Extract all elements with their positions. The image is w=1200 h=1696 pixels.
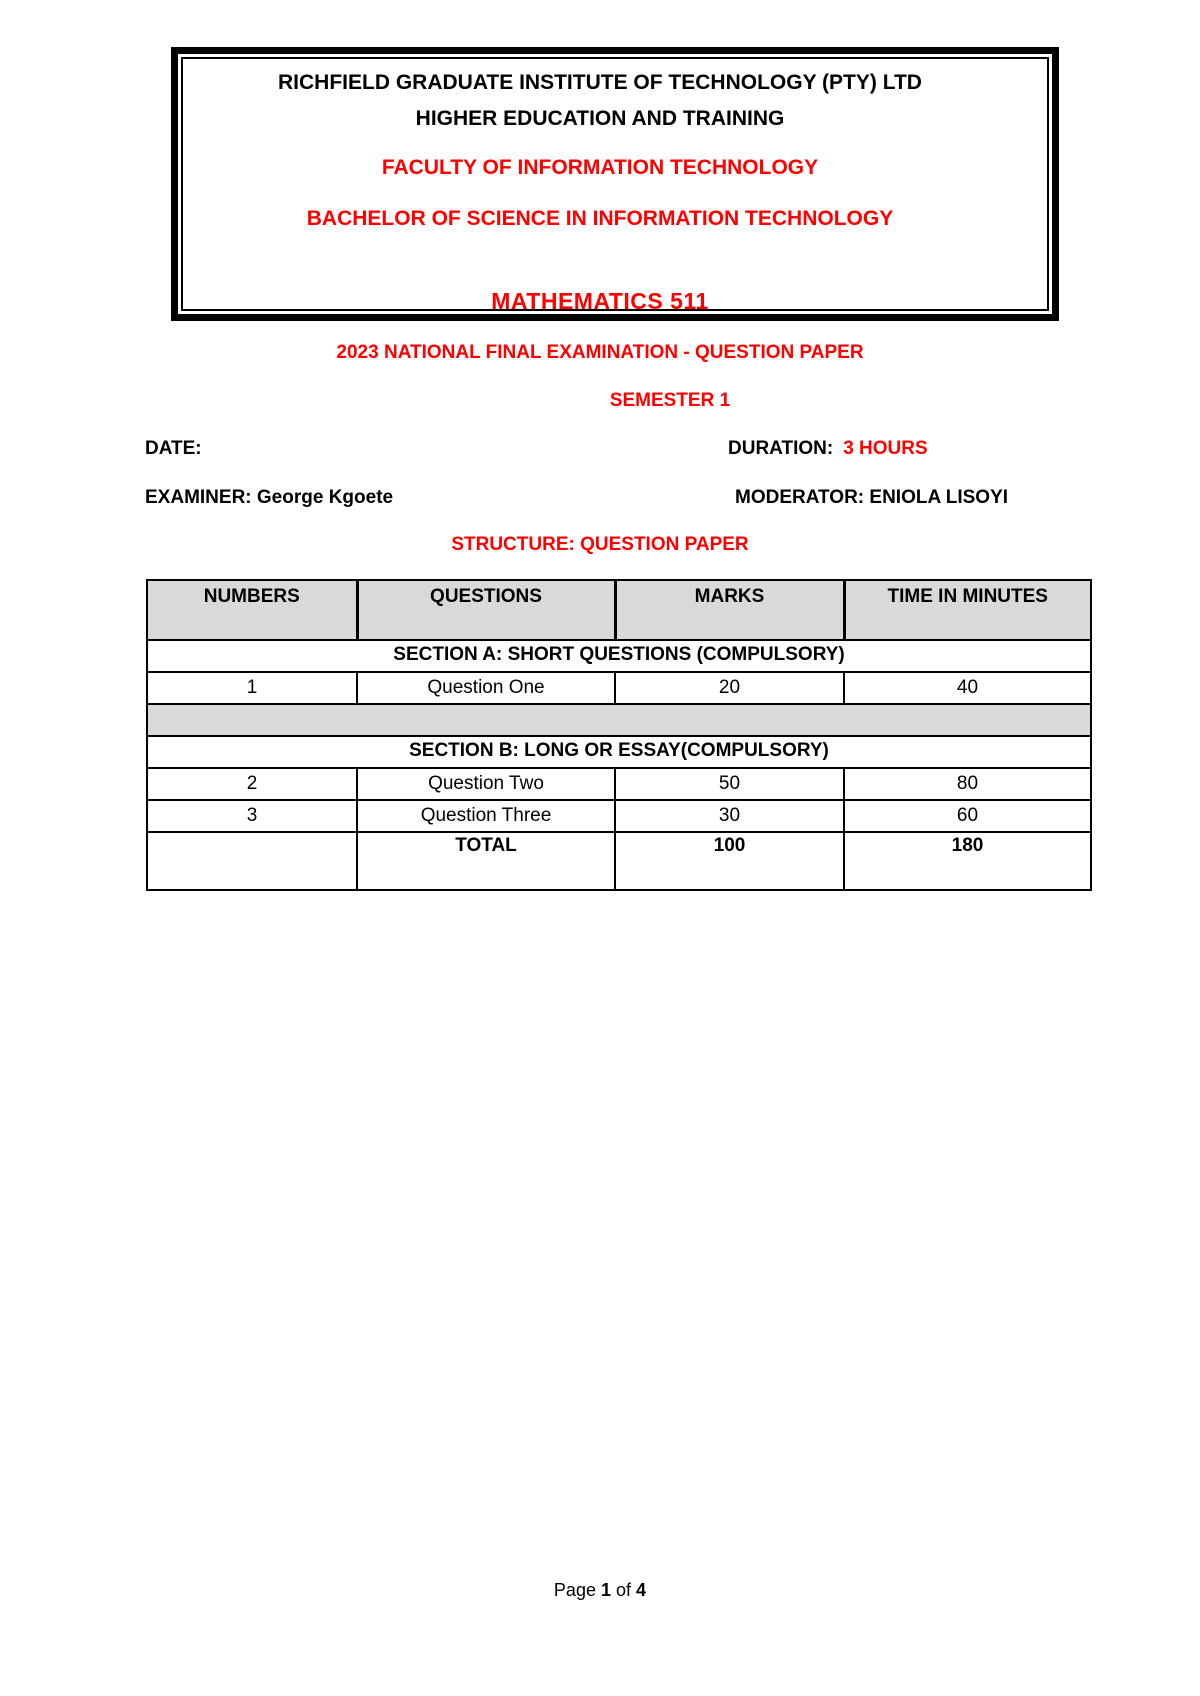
cell-time: 60 [844,800,1091,832]
cell-question: Question One [357,672,615,704]
spacer-cell [147,704,1091,736]
exam-title: 2023 NATIONAL FINAL EXAMINATION - QUESTION PAPER [336,342,864,363]
division-name: HIGHER EDUCATION AND TRAINING [415,107,785,130]
cell-total-empty [147,832,357,890]
cell-total-marks: 100 [615,832,844,890]
table-row [147,672,1091,704]
header-cell-marks: MARKS [615,580,844,640]
page-total: 4 [636,1580,647,1600]
structure-heading: STRUCTURE: QUESTION PAPER [451,534,749,555]
duration [728,437,928,461]
header-cell-time: TIME IN MINUTES [844,580,1091,640]
cell-total-label: TOTAL [357,832,615,890]
faculty-name: FACULTY OF INFORMATION TECHNOLOGY [381,156,819,179]
semester: SEMESTER 1 [609,390,731,411]
cell-marks: 50 [615,768,844,800]
spacer-row [147,704,1091,736]
cell-question: Question Two [357,768,615,800]
page-word: Page [553,1580,596,1600]
module-name: MATHEMATICS 511 [491,288,709,314]
page-current: 1 [600,1580,611,1600]
table-header-row [147,580,1091,640]
cell-time: 80 [844,768,1091,800]
of-word: of [616,1580,632,1600]
cell-marks: 20 [615,672,844,704]
header-cell-numbers: NUMBERS [147,580,357,640]
programme-name: BACHELOR OF SCIENCE IN INFORMATION TECHNOLOGY [306,207,894,230]
section-b-row [147,736,1091,768]
structure-table [146,579,1092,891]
table-row [147,768,1091,800]
examiner: EXAMINER: George Kgoete [145,487,394,508]
institution-name: RICHFIELD GRADUATE INSTITUTE OF TECHNOLOGY (PTY) LTD [278,71,922,94]
table-row [147,800,1091,832]
moderator: MODERATOR: ENIOLA LISOYI [735,487,1009,508]
header-cell-questions: QUESTIONS [357,580,615,640]
section-b-label: SECTION B: LONG OR ESSAY(COMPULSORY) [147,736,1091,768]
duration-value: 3 HOURS [843,438,928,459]
cell-question: Question Three [357,800,615,832]
cell-number: 1 [147,672,357,704]
cell-number: 3 [147,800,357,832]
date-label: DATE: [145,438,202,459]
page-footer [0,1578,1200,1602]
cell-marks: 30 [615,800,844,832]
cell-number: 2 [147,768,357,800]
total-row [147,832,1091,890]
duration-label: DURATION: [728,438,834,459]
section-a-label: SECTION A: SHORT QUESTIONS (COMPULSORY) [147,640,1091,672]
cell-total-time: 180 [844,832,1091,890]
section-a-row [147,640,1091,672]
cell-time: 40 [844,672,1091,704]
